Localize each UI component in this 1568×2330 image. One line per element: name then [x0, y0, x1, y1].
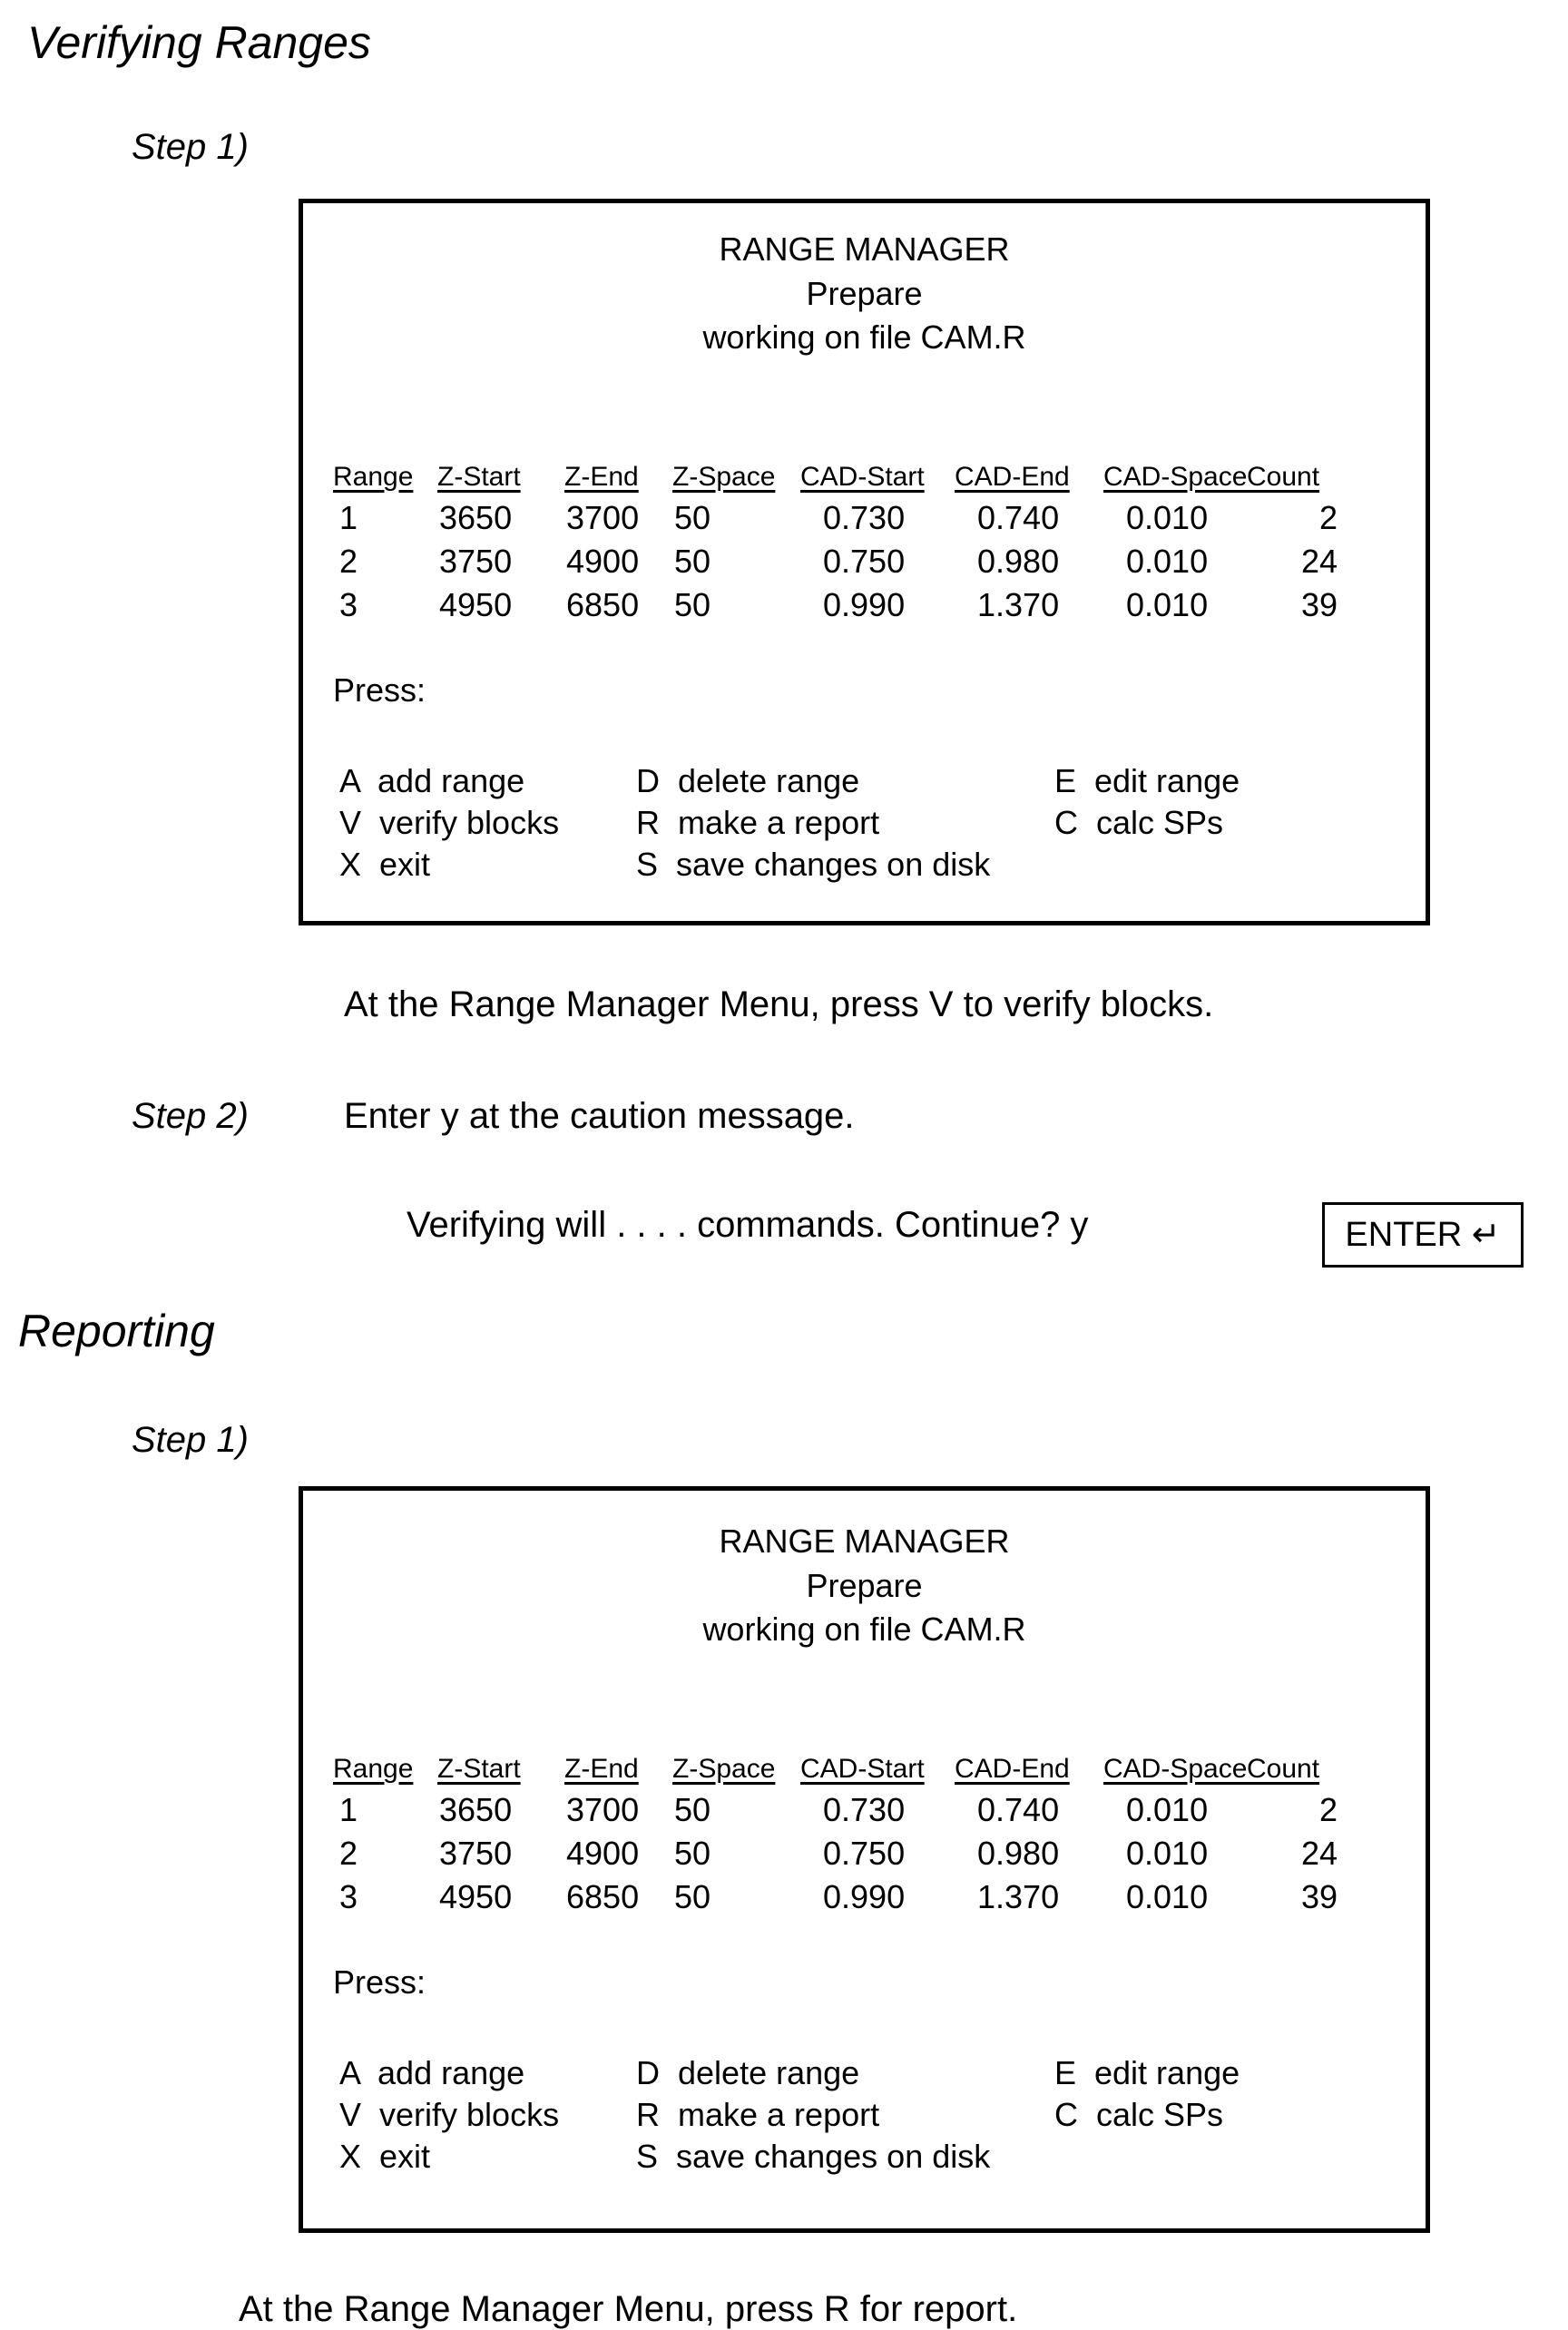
- column-header: Z-End: [564, 462, 639, 493]
- table-cell: 3: [339, 586, 358, 624]
- table-cell: 24: [1247, 543, 1338, 581]
- table-cell: 0.990: [823, 586, 905, 624]
- enter-key: ENTER ↵: [1322, 1202, 1524, 1268]
- step-label: Step 2): [132, 1096, 249, 1137]
- table-cell: 0.010: [1126, 543, 1208, 581]
- column-header: Range: [333, 462, 413, 493]
- table-cell: 1: [339, 1791, 358, 1829]
- table-cell: 0.740: [977, 1791, 1059, 1829]
- table-cell: 50: [674, 1835, 710, 1873]
- table-cell: 3: [339, 1878, 358, 1916]
- column-header: Count: [1247, 1754, 1319, 1785]
- table-cell: 0.010: [1126, 586, 1208, 624]
- table-cell: 0.980: [977, 1835, 1059, 1873]
- table-cell: 3750: [439, 1835, 512, 1873]
- menu-option: X exit: [339, 846, 430, 884]
- range-manager-screen: [299, 199, 1430, 925]
- menu-option: X exit: [339, 2138, 430, 2176]
- menu-option: A add range: [339, 762, 524, 800]
- table-cell: 50: [674, 1791, 710, 1829]
- column-header: Z-Start: [437, 1754, 521, 1785]
- table-cell: 3700: [566, 499, 639, 537]
- table-cell: 0.010: [1126, 1835, 1208, 1873]
- column-header: CAD-End: [955, 1754, 1070, 1785]
- step-caption: Enter y at the caution message.: [344, 1096, 855, 1137]
- column-header: Z-Space: [672, 462, 775, 493]
- table-cell: 1: [339, 499, 358, 537]
- table-cell: 50: [674, 499, 710, 537]
- column-header: Range: [333, 1754, 413, 1785]
- table-cell: 50: [674, 586, 710, 624]
- table-cell: 0.750: [823, 543, 905, 581]
- range-manager-screen: [299, 1486, 1430, 2233]
- press-label: Press:: [333, 671, 426, 710]
- menu-option: V verify blocks: [339, 804, 559, 842]
- press-label: Press:: [333, 1963, 426, 2002]
- step-caption: At the Range Manager Menu, press R for report.: [239, 2289, 1017, 2330]
- table-cell: 4950: [439, 586, 512, 624]
- menu-option: E edit range: [1054, 2054, 1240, 2092]
- menu-option: S save changes on disk: [636, 846, 990, 884]
- menu-option: V verify blocks: [339, 2096, 559, 2134]
- column-header: Z-Space: [672, 1754, 775, 1785]
- table-cell: 0.010: [1126, 1878, 1208, 1916]
- step-caption: At the Range Manager Menu, press V to verify blocks.: [344, 984, 1213, 1025]
- table-cell: 39: [1247, 586, 1338, 624]
- screen-file-line: working on file CAM.R: [303, 1610, 1426, 1649]
- heading-reporting: Reporting: [18, 1305, 215, 1357]
- table-cell: 4900: [566, 1835, 639, 1873]
- column-header: CAD-End: [955, 462, 1070, 493]
- menu-option: R make a report: [636, 804, 879, 842]
- table-cell: 0.990: [823, 1878, 905, 1916]
- step-label: Step 1): [132, 127, 249, 168]
- table-cell: 0.980: [977, 543, 1059, 581]
- menu-option: S save changes on disk: [636, 2138, 990, 2176]
- screen-title: RANGE MANAGER: [303, 230, 1426, 269]
- screen-subtitle: Prepare: [303, 275, 1426, 313]
- column-header: Z-End: [564, 1754, 639, 1785]
- table-cell: 0.010: [1126, 1791, 1208, 1829]
- caution-prompt: Verifying will . . . . commands. Continue? y: [407, 1205, 1088, 1246]
- column-header: CAD-Space: [1103, 1754, 1247, 1785]
- table-cell: 0.730: [823, 499, 905, 537]
- column-header: CAD-Space: [1103, 462, 1247, 493]
- menu-option: E edit range: [1054, 762, 1240, 800]
- table-cell: 3750: [439, 543, 512, 581]
- table-cell: 4900: [566, 543, 639, 581]
- table-cell: 6850: [566, 586, 639, 624]
- column-header: CAD-Start: [800, 1754, 925, 1785]
- table-cell: 3650: [439, 499, 512, 537]
- table-cell: 2: [339, 1835, 358, 1873]
- menu-option: C calc SPs: [1054, 2096, 1223, 2134]
- table-cell: 2: [339, 543, 358, 581]
- screen-subtitle: Prepare: [303, 1567, 1426, 1605]
- table-cell: 50: [674, 543, 710, 581]
- table-cell: 0.740: [977, 499, 1059, 537]
- table-cell: 0.010: [1126, 499, 1208, 537]
- menu-option: C calc SPs: [1054, 804, 1223, 842]
- table-cell: 0.750: [823, 1835, 905, 1873]
- column-header: Z-Start: [437, 462, 521, 493]
- table-cell: 3650: [439, 1791, 512, 1829]
- table-cell: 4950: [439, 1878, 512, 1916]
- table-cell: 50: [674, 1878, 710, 1916]
- table-cell: 39: [1247, 1878, 1338, 1916]
- table-cell: 1.370: [977, 586, 1059, 624]
- menu-option: D delete range: [636, 2054, 859, 2092]
- screen-title: RANGE MANAGER: [303, 1522, 1426, 1561]
- table-cell: 2: [1247, 499, 1338, 537]
- screen-file-line: working on file CAM.R: [303, 318, 1426, 357]
- table-cell: 1.370: [977, 1878, 1059, 1916]
- menu-option: R make a report: [636, 2096, 879, 2134]
- column-header: Count: [1247, 462, 1319, 493]
- table-cell: 2: [1247, 1791, 1338, 1829]
- table-cell: 3700: [566, 1791, 639, 1829]
- column-header: CAD-Start: [800, 462, 925, 493]
- step-label: Step 1): [132, 1420, 249, 1461]
- table-cell: 24: [1247, 1835, 1338, 1873]
- heading-verifying-ranges: Verifying Ranges: [27, 16, 371, 69]
- menu-option: A add range: [339, 2054, 524, 2092]
- table-cell: 0.730: [823, 1791, 905, 1829]
- table-cell: 6850: [566, 1878, 639, 1916]
- menu-option: D delete range: [636, 762, 859, 800]
